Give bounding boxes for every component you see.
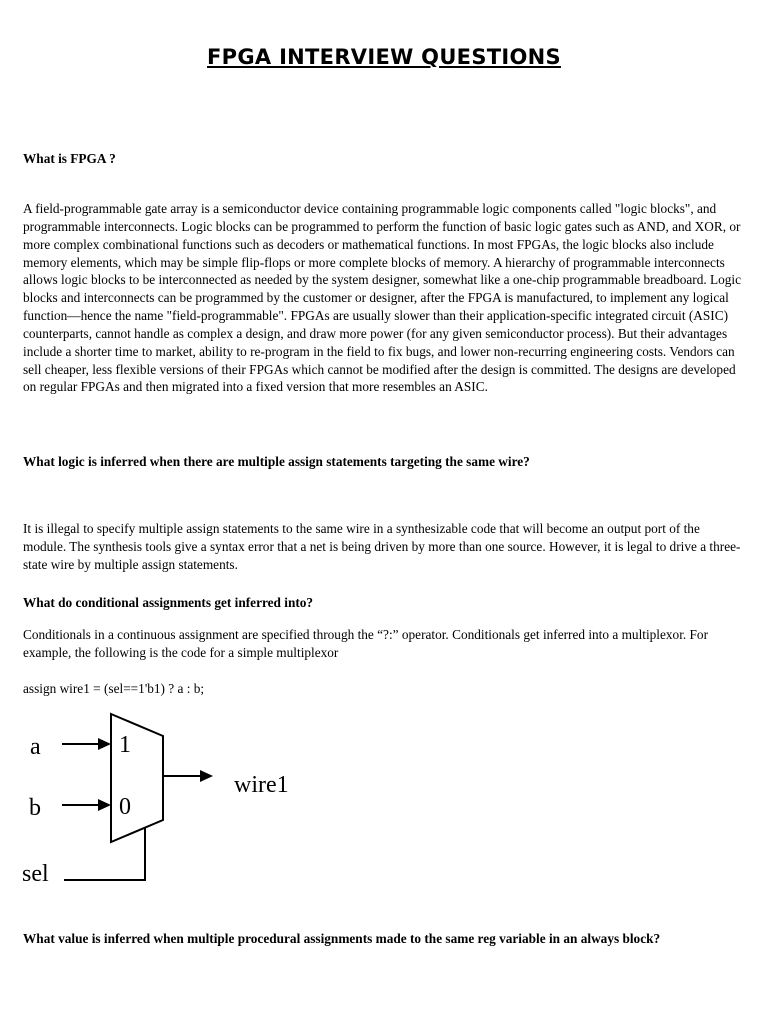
input-b-label: b	[29, 795, 41, 821]
select-label: sel	[22, 861, 49, 887]
answer-multiple-assign: It is illegal to specify multiple assign statements to the same wire in a synthesizable code that will become an output port of the module. The synthesis tools give a syntax error that a net is being driven by more than one source. However, it is legal to drive a three-state wire by multiple assign statements.	[23, 521, 741, 572]
output-arrowhead	[200, 770, 213, 782]
question-what-is-fpga: What is FPGA ?	[23, 151, 116, 166]
input-a-label: a	[30, 734, 41, 760]
answer-what-is-fpga: A field-programmable gate array is a semiconductor device containing programmable logic components called "logic blocks", and programmable interconnects. Logic blocks can be programmed to perform the function of basic logic gates such as AND, and XOR, or more complex combinational functions such as decoders or mathematical functions. In most FPGAs, the logic blocks also include memory elements, which may be simple flip-flops or more complete blocks of memory. A hierarchy of programmable interconnects allows logic blocks to be interconnected as needed by the system designer, somewhat like a one-chip programmable breadboard. Logic blocks and interconnects can be programmed by the customer or designer, after the FPGA is manufactured, to implement any logical function—hence the name "field-programmable". FPGAs are usually slower than their application-specific integrated circuit (ASIC) counterparts, cannot handle as complex a design, and draw more power (for any given semiconductor process). But their advantages include a shorter time to market, ability to re-program in the field to fix bugs, and lower non-recurring engineering costs. Vendors can sell cheaper, less flexible versions of their FPGAs which cannot be modified after the design is committed. The designs are developed on regular FPGAs and then migrated into a fixed version that more resembles an ASIC.	[23, 201, 742, 395]
code-line: assign wire1 = (sel==1'b1) ? a : b;	[23, 681, 205, 696]
port-0-label: 0	[119, 794, 131, 820]
output-label: wire1	[234, 772, 289, 798]
port-1-label: 1	[119, 732, 131, 758]
page-title: FPGA INTERVIEW QUESTIONS	[207, 45, 561, 69]
input-a-arrowhead	[98, 738, 111, 750]
multiplexor-diagram	[18, 708, 338, 894]
input-b-arrowhead	[98, 799, 111, 811]
question-conditional-assignments: What do conditional assignments get inferred into?	[23, 595, 314, 610]
question-procedural-assignments: What value is inferred when multiple procedural assignments made to the same reg variable in an always block?	[23, 931, 661, 946]
answer-conditional-assignments: Conditionals in a continuous assignment are specified through the “?:” operator. Conditionals get inferred into a multiplexor. For example, the following is the code for a simple multiplexor	[23, 627, 709, 660]
question-multiple-assign: What logic is inferred when there are multiple assign statements targeting the same wire?	[23, 454, 530, 469]
select-line	[64, 828, 145, 880]
